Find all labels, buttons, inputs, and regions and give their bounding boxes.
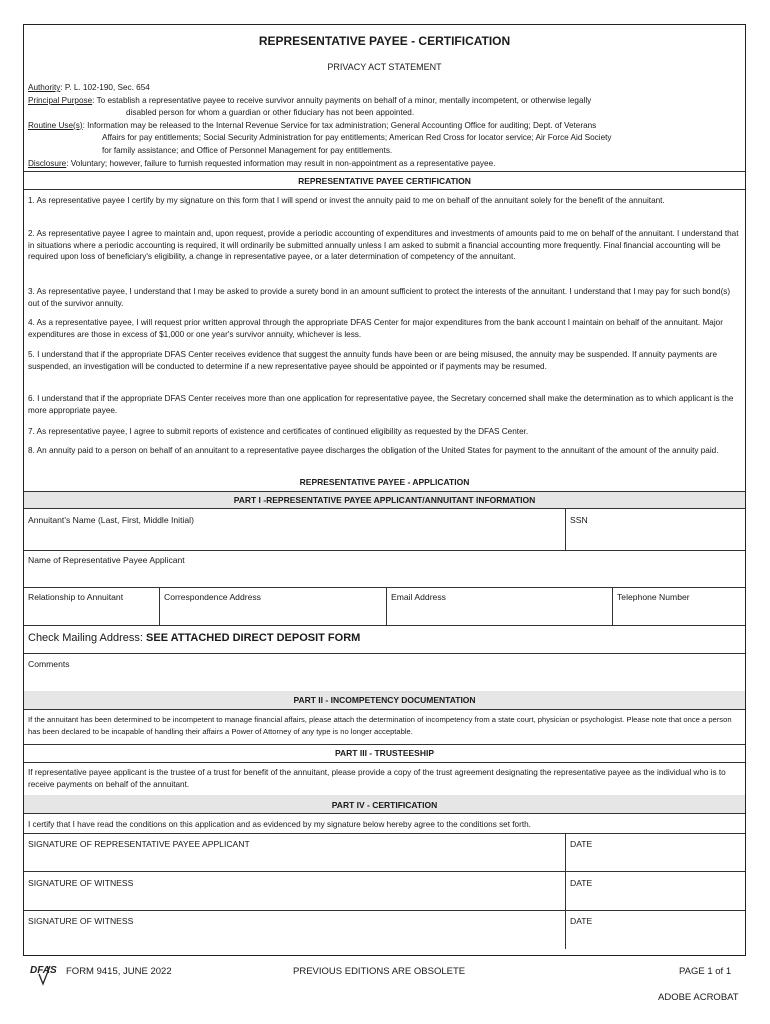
page-number: PAGE 1 of 1	[679, 966, 732, 977]
form-title: REPRESENTATIVE PAYEE - CERTIFICATION	[258, 34, 511, 48]
divider	[24, 171, 745, 172]
annuitant-name-label: Annuitant's Name (Last, First, Middle Initial)	[28, 515, 194, 525]
disclosure-line	[28, 158, 737, 171]
divider	[24, 709, 745, 710]
sig-applicant-label: SIGNATURE OF REPRESENTATIVE PAYEE APPLICANT	[28, 839, 250, 849]
routine-text: : Information may be released to the Internal Revenue Service for tax administration; General Accounting Office for auditing; Dept. of Veterans	[82, 120, 597, 130]
sig-witness1-label: SIGNATURE OF WITNESS	[28, 878, 134, 888]
divider	[24, 625, 745, 626]
application-heading: REPRESENTATIVE PAYEE - APPLICATION	[299, 477, 470, 487]
divider	[386, 587, 387, 625]
cert-item-6: 6. I understand that if the appropriate DFAS Center receives more than one application for representative payee, the Secretary concerned shall make the determination as to which applicant is the more appropriate payee.	[28, 394, 734, 415]
divider	[24, 762, 745, 763]
privacy-heading: PRIVACY ACT STATEMENT	[327, 62, 442, 72]
date-label-1: DATE	[570, 839, 593, 849]
routine-label: Routine Use(s)	[28, 120, 83, 130]
date-label-2: DATE	[570, 878, 593, 888]
divider	[24, 744, 745, 745]
cert-item-2: 2. As representative payee I agree to maintain and, upon request, provide a periodic accounting of expenditures and investments of amounts paid to me on behalf of the annuitant. I understand that in situations where a periodic accounting is required, it will ordinarily be submitted annually unless I am asked to submit a financial accounting more frequently. Final financial accounting will be required upon loss of beneficiary's eligibility, a change in representative payee, or a later determination of competency of the annuitant.	[28, 229, 739, 262]
address-field[interactable]	[163, 605, 382, 623]
date-field-3[interactable]	[570, 928, 740, 946]
divider	[24, 550, 745, 551]
form-number: FORM 9415, JUNE 2022	[66, 966, 172, 977]
obsolete-notice: PREVIOUS EDITIONS ARE OBSOLETE	[293, 966, 466, 977]
privacy-act-statement	[28, 82, 737, 170]
disclosure-label: Disclosure	[28, 158, 67, 168]
ssn-field[interactable]	[570, 527, 740, 547]
divider	[24, 508, 745, 509]
sig-witness2-label: SIGNATURE OF WITNESS	[28, 916, 134, 926]
part4-heading: PART IV - CERTIFICATION	[331, 800, 438, 810]
part2-heading: PART II - INCOMPETENCY DOCUMENTATION	[293, 695, 476, 705]
acrobat-label: ADOBE ACROBAT	[658, 992, 739, 1003]
email-label: Email Address	[391, 592, 446, 602]
divider	[24, 910, 745, 911]
date-field-1[interactable]	[570, 851, 740, 869]
divider	[24, 587, 745, 588]
divider	[24, 189, 745, 190]
routine-cont-1: Affairs for pay entitlements; Social Security Administration for pay entitlements; American Red Cross for locator service; Air Force Aid Society	[102, 133, 612, 143]
ssn-label: SSN	[570, 515, 588, 525]
routine-line	[28, 120, 737, 133]
sig-applicant-field[interactable]	[28, 851, 558, 869]
authority-line	[28, 82, 737, 95]
part2-text: If the annuitant has been determined to be incompetent to manage financial affairs, please attach the determination of incompetency from a state court, physician or psychologist. Please note that once a person has been declared to be incapable of handling their affairs a Power of Attorney of any type is no longer acceptable.	[28, 715, 732, 736]
dfas-logo-text: DFAS	[30, 965, 57, 976]
date-field-2[interactable]	[570, 890, 740, 908]
phone-label: Telephone Number	[617, 592, 690, 602]
purpose-text: : To establish a representative payee to receive survivor annuity payments on behalf of a minor, mentally incompetent, or otherwise legally	[92, 95, 592, 105]
divider	[24, 813, 745, 814]
mailing-address-line	[28, 632, 360, 644]
divider	[612, 587, 613, 625]
cert-item-8: 8. An annuity paid to a person on behalf of an annuitant to a representative payee discharges the obligation of the United States for payment to the annuitant of the amount of the annuity paid.	[28, 446, 719, 455]
annuitant-name-field[interactable]	[28, 527, 558, 547]
part4-text: I certify that I have read the conditions on this application and as evidenced by my signature below hereby agree to the conditions set forth.	[28, 820, 531, 829]
part1-heading: PART I -REPRESENTATIVE PAYEE APPLICANT/ANNUITANT INFORMATION	[233, 495, 536, 505]
address-label: Correspondence Address	[164, 592, 261, 602]
part3-heading: PART III - TRUSTEESHIP	[334, 748, 435, 758]
payee-name-label: Name of Representative Payee Applicant	[28, 555, 185, 565]
email-field[interactable]	[390, 605, 608, 623]
cert-item-1: 1. As representative payee I certify by my signature on this form that I will spend or invest the annuity paid to me on behalf of the annuitant solely for the benefit of the annuitant.	[28, 196, 665, 205]
cert-item-3: 3. As representative payee, I understand that I may be asked to provide a surety bond in an amount sufficient to protect the interests of the annuitant. I understand that I may pay for such bond(s) out of the survivor annuity.	[28, 287, 731, 308]
purpose-cont: disabled person for whom a guardian or other fiduciary has not been appointed.	[126, 108, 415, 118]
relationship-field[interactable]	[27, 605, 155, 623]
relationship-label: Relationship to Annuitant	[28, 592, 124, 602]
divider	[24, 491, 745, 492]
comments-label: Comments	[28, 659, 70, 669]
routine-cont-2: for family assistance; and Office of Personnel Management for pay entitlements.	[102, 145, 393, 155]
mailing-label: Check Mailing Address:	[28, 632, 143, 644]
cert-item-7: 7. As representative payee, I agree to submit reports of existence and certificates of continued eligibility as requested by the DFAS Center.	[28, 427, 529, 436]
mailing-value: SEE ATTACHED DIRECT DEPOSIT FORM	[146, 632, 361, 644]
dfas-logo-icon	[30, 962, 60, 986]
cert-item-5: 5. I understand that if the appropriate DFAS Center receives evidence that suggest the annuity funds have been or are being misused, the annuity may be suspended. If annuity payments are suspended, an investigation will be conducted to determine if a new representative payee should be appointed or if payments may be resumed.	[28, 350, 718, 371]
disclosure-text: : Voluntary; however, failure to furnish requested information may result in non-appointment as a representative payee.	[66, 158, 496, 168]
divider	[24, 833, 745, 834]
authority-text: : P. L. 102-190, Sec. 654	[60, 83, 150, 92]
phone-field[interactable]	[616, 605, 742, 623]
divider	[159, 587, 160, 625]
divider	[24, 871, 745, 872]
certification-heading: REPRESENTATIVE PAYEE CERTIFICATION	[298, 176, 471, 186]
payee-name-field[interactable]	[28, 568, 738, 586]
part3-text: If representative payee applicant is the trustee of a trust for benefit of the annuitant, please provide a copy of the trust agreement designating the representative payee as the individual who is to receive payments on behalf of the annuitant.	[28, 768, 726, 789]
cert-item-4: 4. As a representative payee, I will request prior written approval through the appropriate DFAS Center for major expenditures from the bank account I maintain on behalf of the annuitant. Major expenditures are those in excess of $1,000 or one year's survivor annuity, whichever is less.	[28, 318, 723, 339]
purpose-line	[28, 95, 737, 108]
divider	[565, 833, 566, 949]
date-label-3: DATE	[570, 916, 593, 926]
comments-field[interactable]	[28, 671, 740, 689]
purpose-label: Principal Purpose	[28, 95, 93, 105]
divider	[565, 508, 566, 550]
divider	[24, 653, 745, 654]
sig-witness1-field[interactable]	[28, 890, 558, 908]
form-page	[23, 24, 746, 956]
sig-witness2-field[interactable]	[28, 928, 558, 946]
authority-label: Authority	[28, 83, 61, 92]
